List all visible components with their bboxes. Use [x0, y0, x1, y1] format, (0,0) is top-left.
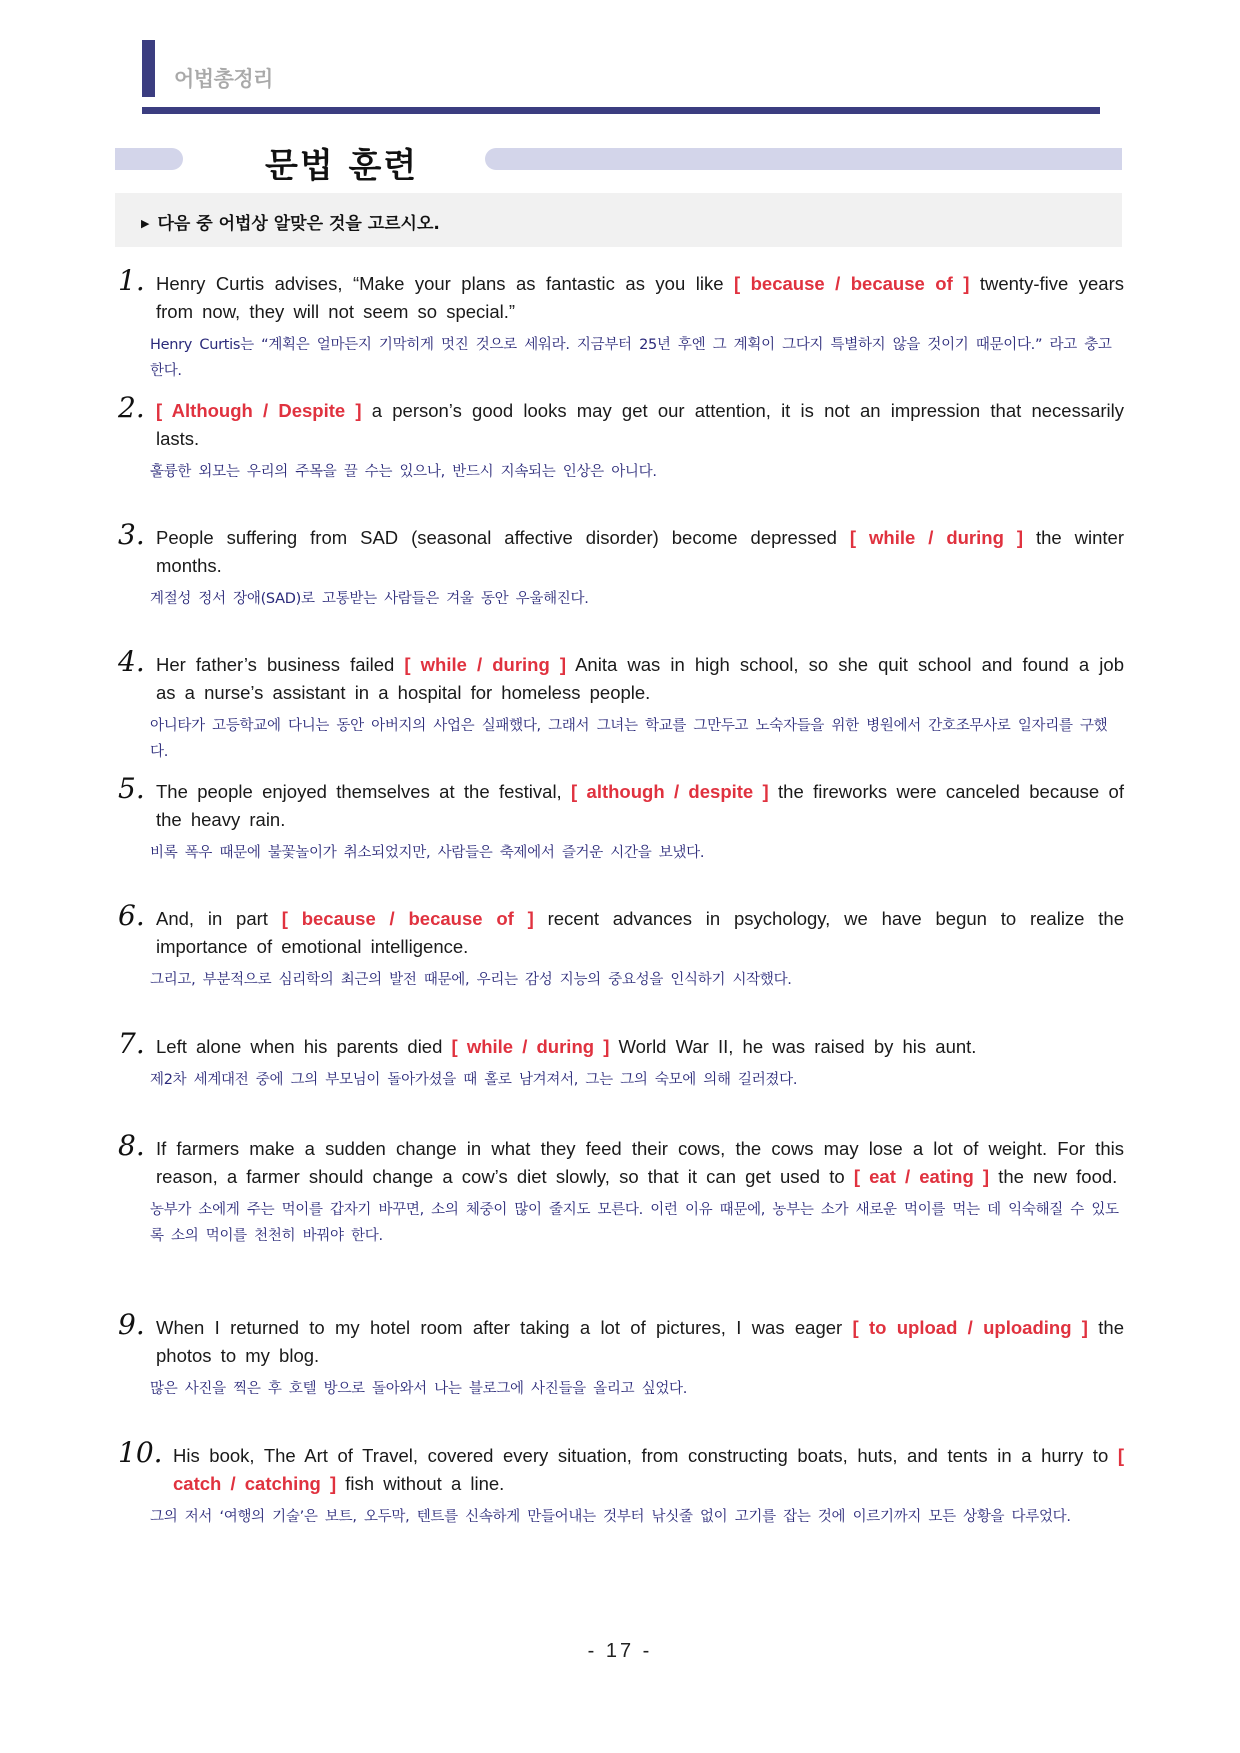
question-item: [118, 772, 1124, 866]
translation: 농부가 소에게 주는 먹이를 갑자기 바꾸면, 소의 체중이 많이 줄지도 모른다. 이런 이유 때문에, 농부는 소가 새로운 먹이를 먹는 데 익숙해질 수 있도록 소의 먹이를 천천히 바꿔야 한다.: [150, 1202, 1119, 1244]
question-number: 9.: [118, 1308, 145, 1341]
translation: 계절성 정서 장애(SAD)로 고통받는 사람들은 겨울 동안 우울해진다.: [150, 591, 589, 607]
translation: 비록 폭우 때문에 불꽃놀이가 취소되었지만, 사람들은 축제에서 즐거운 시간을 보냈다.: [150, 845, 705, 861]
answer-choice[interactable]: [ while / during ]: [849, 527, 1023, 548]
instruction-box: [115, 193, 1122, 247]
question-number: 5.: [118, 772, 145, 805]
question-number: 6.: [118, 899, 145, 932]
translation: 훌륭한 외모는 우리의 주목을 끌 수는 있으나, 반드시 지속되는 인상은 아니다.: [150, 464, 657, 480]
question-sentence: The people enjoyed themselves at the festival, [ although / despite ] the fireworks were canceled because of the heavy rain.: [156, 781, 1124, 830]
answer-choice[interactable]: [ Although / Despite ]: [156, 400, 362, 421]
question-item: [118, 264, 1124, 384]
page-number: - 17 -: [587, 1640, 653, 1662]
translation: 아니타가 고등학교에 다니는 동안 아버지의 사업은 실패했다, 그래서 그녀는 학교를 그만두고 노숙자들을 위한 병원에서 간호조무사로 일자리를 구했다.: [150, 718, 1108, 760]
question-sentence: His book, The Art of Travel, covered every situation, from constructing boats, huts, and tents in a hurry to [ catch / catching ] fish without a line.: [173, 1445, 1124, 1494]
question-item: [118, 518, 1124, 612]
header-divider: [142, 107, 1100, 114]
instruction-text: 다음 중 어법상 알맞은 것을 고르시오.: [157, 214, 440, 234]
page-title: 문법 훈련: [265, 146, 419, 186]
question-number: 7.: [118, 1027, 145, 1060]
question-sentence: And, in part [ because / because of ] recent advances in psychology, we have begun to realize the importance of emotional intelligence.: [156, 908, 1124, 957]
answer-choice[interactable]: [ eat / eating ]: [853, 1166, 990, 1187]
triangle-right-icon: ▶: [141, 217, 150, 230]
question-sentence: [ Although / Despite ] a person’s good looks may get our attention, it is not an impression that necessarily lasts.: [156, 400, 1125, 449]
instruction: [141, 209, 440, 234]
question-number: 3.: [118, 518, 145, 551]
title-band-right: [485, 148, 1122, 170]
translation: 많은 사진을 찍은 후 호텔 방으로 돌아와서 나는 블로그에 사진들을 올리고 싶었다.: [150, 1381, 688, 1397]
question-number: 1.: [118, 264, 145, 297]
answer-choice[interactable]: [ although / despite ]: [571, 781, 769, 802]
title-band-left: [115, 148, 183, 170]
answer-choice[interactable]: [ because / because of ]: [281, 908, 534, 929]
question-item: [118, 1308, 1124, 1402]
question-item: [118, 1129, 1124, 1249]
question-sentence: Her father’s business failed [ while / during ] Anita was in high school, so she quit school and found a job as a nurse’s assistant in a hospital for homeless people.: [156, 654, 1124, 703]
question-sentence: When I returned to my hotel room after taking a lot of pictures, I was eager [ to upload / uploading ] the photos to my blog.: [156, 1317, 1124, 1366]
question-sentence: Left alone when his parents died [ while / during ] World War II, he was raised by his aunt.: [156, 1036, 977, 1057]
question-item: [118, 645, 1124, 765]
answer-choice[interactable]: [ while / during ]: [404, 654, 567, 675]
answer-choice[interactable]: [ because / because of ]: [733, 273, 970, 294]
question-number: 10.: [118, 1436, 163, 1469]
question-sentence: People suffering from SAD (seasonal affective disorder) become depressed [ while / during ] the winter months.: [156, 527, 1124, 576]
answer-choice[interactable]: [ to upload / uploading ]: [852, 1317, 1088, 1338]
translation: Henry Curtis는 “계획은 얼마든지 기막히게 멋진 것으로 세워라. 지금부터 25년 후엔 그 계획이 그다지 특별하지 않을 것이기 때문이다.” 라고 충고한다.: [150, 337, 1112, 379]
question-item: [118, 1436, 1124, 1530]
question-item: [118, 391, 1125, 485]
question-item: [118, 1027, 1124, 1093]
translation: 제2차 세계대전 중에 그의 부모님이 돌아가셨을 때 홀로 남겨져서, 그는 그의 숙모에 의해 길러졌다.: [150, 1072, 798, 1088]
section-title: 어법총정리: [174, 67, 273, 91]
answer-choice[interactable]: [ catch / catching ]: [173, 1445, 1124, 1494]
question-number: 2.: [118, 391, 145, 424]
question-number: 8.: [118, 1129, 145, 1162]
header-accent-bar: [142, 40, 155, 97]
question-number: 4.: [118, 645, 145, 678]
translation: 그리고, 부분적으로 심리학의 최근의 발전 때문에, 우리는 감성 지능의 중요성을 인식하기 시작했다.: [150, 972, 792, 988]
answer-choice[interactable]: [ while / during ]: [451, 1036, 610, 1057]
question-sentence: Henry Curtis advises, “Make your plans as fantastic as you like [ because / because of ] twenty-five years from now, they will not seem so special.”: [156, 273, 1124, 322]
question-item: [118, 899, 1124, 993]
translation: 그의 저서 ‘여행의 기술’은 보트, 오두막, 텐트를 신속하게 만들어내는 것부터 낚싯줄 없이 고기를 잡는 것에 이르기까지 모든 상황을 다루었다.: [150, 1509, 1071, 1525]
question-sentence: If farmers make a sudden change in what they feed their cows, the cows may lose a lot of weight. For this reason, a farmer should change a cow’s diet slowly, so that it can get used to [ eat / eating ] the new food.: [156, 1138, 1124, 1187]
